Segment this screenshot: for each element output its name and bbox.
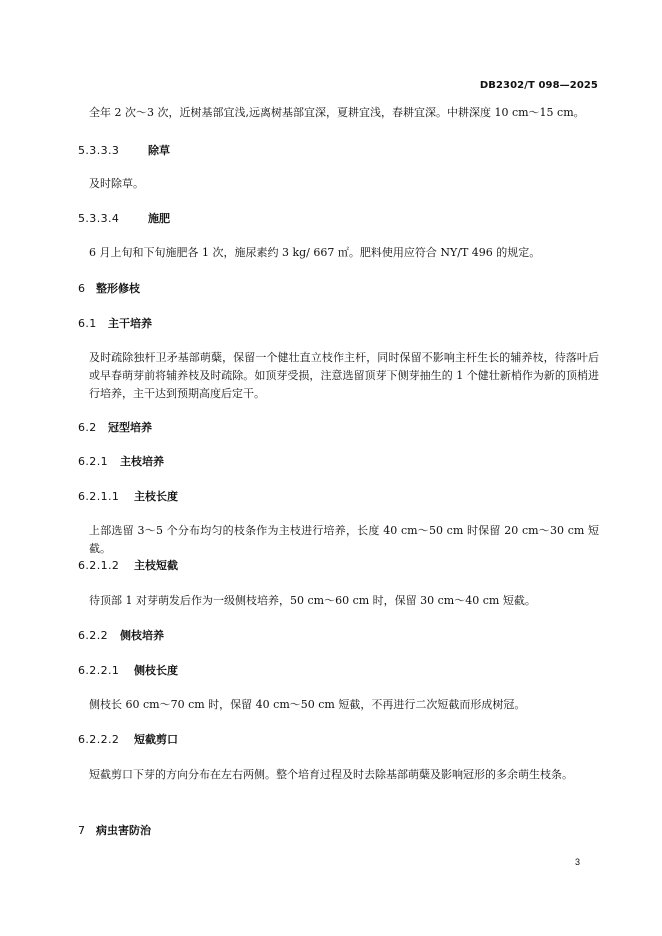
heading-number: 6.2 xyxy=(78,421,97,434)
paragraph-trunk-cultivation: 及时疏除独杆卫矛基部萌蘖，保留一个健壮直立枝作主杆，同时保留不影响主杆生长的辅养枝，待落叶后或早春萌芽前将辅养枝及时疏除。如顶芽受损，注意选留顶芽下侧芽抽生的 1 个健壮新梢作为新的顶梢进行培养，主干达到预期高度后定干。 xyxy=(89,351,599,400)
heading-title: 侧枝培养 xyxy=(120,629,164,642)
heading-title: 施肥 xyxy=(148,212,170,225)
heading-number: 6 xyxy=(78,282,86,295)
heading-title: 整形修枝 xyxy=(96,282,140,295)
heading-number: 6.2.2.2 xyxy=(78,733,120,746)
heading-5-3-3-4 xyxy=(78,210,170,226)
paragraph-main-branch-cutting: 待顶部 1 对芽萌发后作为一级侧枝培养，50 cm～60 cm 时，保留 30 cm～40 cm 短截。 xyxy=(89,594,536,607)
heading-number: 6.1 xyxy=(78,317,97,330)
heading-number: 5.3.3.4 xyxy=(78,212,120,225)
heading-title: 主枝培养 xyxy=(120,455,164,468)
heading-6-1 xyxy=(78,315,152,331)
heading-title: 除草 xyxy=(148,144,170,157)
heading-5-3-3-3 xyxy=(78,142,170,158)
heading-6-2-2-1 xyxy=(78,662,178,678)
heading-title: 短截剪口 xyxy=(134,733,178,746)
heading-7 xyxy=(78,822,151,838)
paragraph-tillage: 全年 2 次～3 次，近树基部宜浅,远离树基部宜深，夏耕宜浅，春耕宜深。中耕深度 10 cm～15 cm。 xyxy=(89,106,585,119)
heading-title: 主干培养 xyxy=(108,317,152,330)
heading-title: 冠型培养 xyxy=(108,421,152,434)
heading-6-2-2 xyxy=(78,627,164,643)
paragraph-main-branch-length: 上部选留 3～5 个分布均匀的枝条作为主枝进行培养，长度 40 cm～50 cm 时保留 20 cm～30 cm 短截。 xyxy=(89,524,599,555)
heading-6-2-1-2 xyxy=(78,557,178,573)
heading-number: 5.3.3.3 xyxy=(78,144,120,157)
heading-6 xyxy=(78,280,140,296)
heading-6-2 xyxy=(78,419,152,435)
paragraph-side-branch-length: 侧枝长 60 cm～70 cm 时，保留 40 cm～50 cm 短截，不再进行二次短截而形成树冠。 xyxy=(89,698,526,711)
heading-6-2-2-2 xyxy=(78,731,178,747)
paragraph-fertilizing: 6 月上旬和下旬施肥各 1 次，施尿素约 3 kg/ 667 ㎡。肥料使用应符合 NY/T 496 的规定。 xyxy=(89,246,541,259)
heading-title: 病虫害防治 xyxy=(96,824,151,837)
page-number: 3 xyxy=(574,857,580,867)
paragraph-cut-orientation: 短截剪口下芽的方向分布在左右两侧。整个培育过程及时去除基部萌蘖及影响冠形的多余萌生枝条。 xyxy=(89,768,573,781)
heading-number: 6.2.2 xyxy=(78,629,108,642)
heading-number: 7 xyxy=(78,824,86,837)
heading-number: 6.2.1 xyxy=(78,455,108,468)
heading-title: 主枝长度 xyxy=(134,490,178,503)
heading-title: 侧枝长度 xyxy=(134,664,178,677)
paragraph-weeding: 及时除草。 xyxy=(89,177,144,190)
heading-number: 6.2.1.2 xyxy=(78,559,120,572)
heading-6-2-1 xyxy=(78,453,164,469)
heading-title: 主枝短截 xyxy=(134,559,178,572)
heading-6-2-1-1 xyxy=(78,488,178,504)
heading-number: 6.2.2.1 xyxy=(78,664,120,677)
document-id: DB2302/T 098—2025 xyxy=(479,80,598,91)
heading-number: 6.2.1.1 xyxy=(78,490,120,503)
